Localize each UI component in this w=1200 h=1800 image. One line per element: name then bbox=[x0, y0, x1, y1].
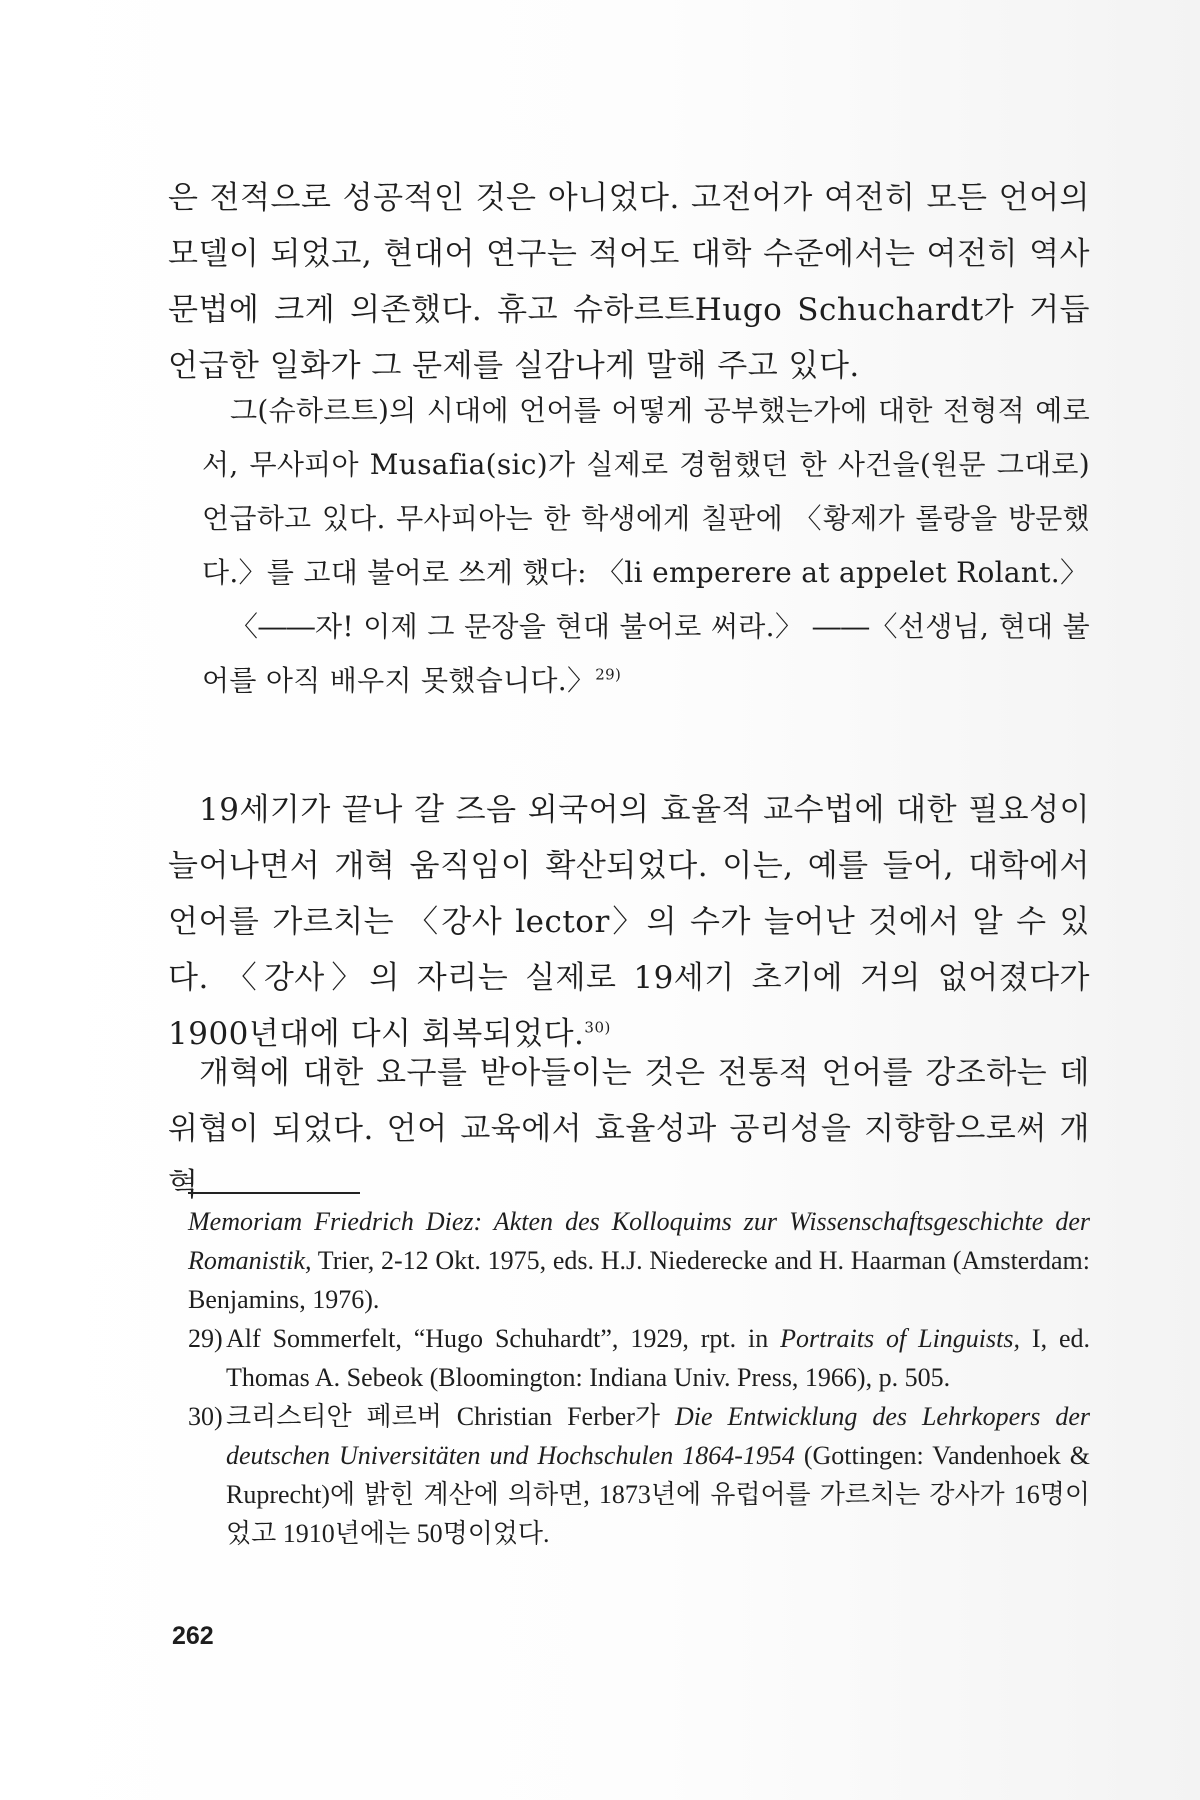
footnote-29-text-1: Alf Sommerfelt, “Hugo Schuhardt”, 1929, rpt. in bbox=[226, 1324, 781, 1353]
footnote-30-text-1: 크리스티안 페르버 Christian Ferber가 bbox=[226, 1402, 675, 1431]
footnote-29 bbox=[188, 1319, 1090, 1397]
page-number: 262 bbox=[172, 1622, 214, 1650]
paragraph-continued: 은 전적으로 성공적인 것은 아니었다. 고전어가 여전히 모든 언어의 모델이 되었고, 현대어 연구는 적어도 대학 수준에서는 여전히 역사문법에 크게 의존했다. 휴고 슈하르트Hugo Schuchardt가 거듭 언급한 일화가 그 문제를 실감나게 말해 주고 있다. bbox=[168, 180, 1090, 384]
footnote-29-number: 29) bbox=[188, 1324, 223, 1353]
footnote-30-title: Die Entwicklung des Lehrkopers der deutschen Universitäten und Hochschulen 1864-1954 bbox=[226, 1402, 1090, 1470]
footnote-30-number: 30) bbox=[188, 1402, 223, 1431]
quote-paragraph-2-text: 〈――자! 이제 그 문장을 현대 불어로 써라.〉 ――〈선생님, 현대 불어를 아직 배우지 못했습니다.〉 bbox=[202, 610, 1090, 697]
footnote-continued bbox=[188, 1202, 1090, 1319]
quote-paragraph-1: 그(슈하르트)의 시대에 언어를 어떻게 공부했는가에 대한 전형적 예로서, 무사피아 Musafia(sic)가 실제로 경험했던 한 사건을(원문 그대로) 언급하고 있다. 무사피아는 한 학생에게 칠판에 〈황제가 롤랑을 방문했다.〉를 고대 불어로 쓰게 했다: 〈li emperere at appelet Rolant.〉 bbox=[202, 394, 1090, 589]
footnote-30 bbox=[188, 1397, 1090, 1553]
paragraph-reform-text: 19세기가 끝나 갈 즈음 외국어의 효율적 교수법에 대한 필요성이 늘어나면서 개혁 움직임이 확산되었다. 이는, 예를 들어, 대학에서 언어를 가르치는 〈강사 lector〉의 수가 늘어난 것에서 알 수 있다. 〈강사〉의 자리는 실제로 19세기 초기에 거의 없어졌다가 1900년대에 다시 회복되었다. bbox=[168, 792, 1090, 1052]
footnote-continued-title: Memoriam Friedrich Diez: Akten des Kolloquims zur Wissenschaftsgeschichte der Romanistik, bbox=[188, 1207, 1090, 1275]
footnote-continued-text: Trier, 2-12 Okt. 1975, eds. H.J. Niederecke and H. Haarman (Amsterdam: Benjamins, 1976). bbox=[188, 1246, 1090, 1314]
footnote-ref-29: 29) bbox=[595, 665, 622, 684]
footnote-29-text-2: I, ed. Thomas A. Sebeok (Bloomington: Indiana Univ. Press, 1966), p. 505. bbox=[226, 1324, 1091, 1392]
footnotes bbox=[188, 1202, 1090, 1553]
footnote-ref-30: 30) bbox=[584, 1018, 611, 1037]
footnote-rule bbox=[188, 1192, 360, 1194]
quote-paragraph-2 bbox=[168, 600, 1090, 708]
paragraph-reform bbox=[168, 782, 1090, 1062]
block-quote bbox=[168, 384, 1090, 708]
footnote-30-text-2: (Gottingen: Vandenhoek & Ruprecht)에 밝힌 계산에 의하면, 1873년에 유럽어를 가르치는 강사가 16명이었고 1910년에는 50명이었다. bbox=[226, 1441, 1090, 1548]
paragraph-demand: 개혁에 대한 요구를 받아들이는 것은 전통적 언어를 강조하는 데 위협이 되었다. 언어 교육에서 효율성과 공리성을 지향함으로써 개혁 bbox=[168, 1055, 1090, 1203]
footnote-29-title: Portraits of Linguists, bbox=[780, 1324, 1020, 1353]
